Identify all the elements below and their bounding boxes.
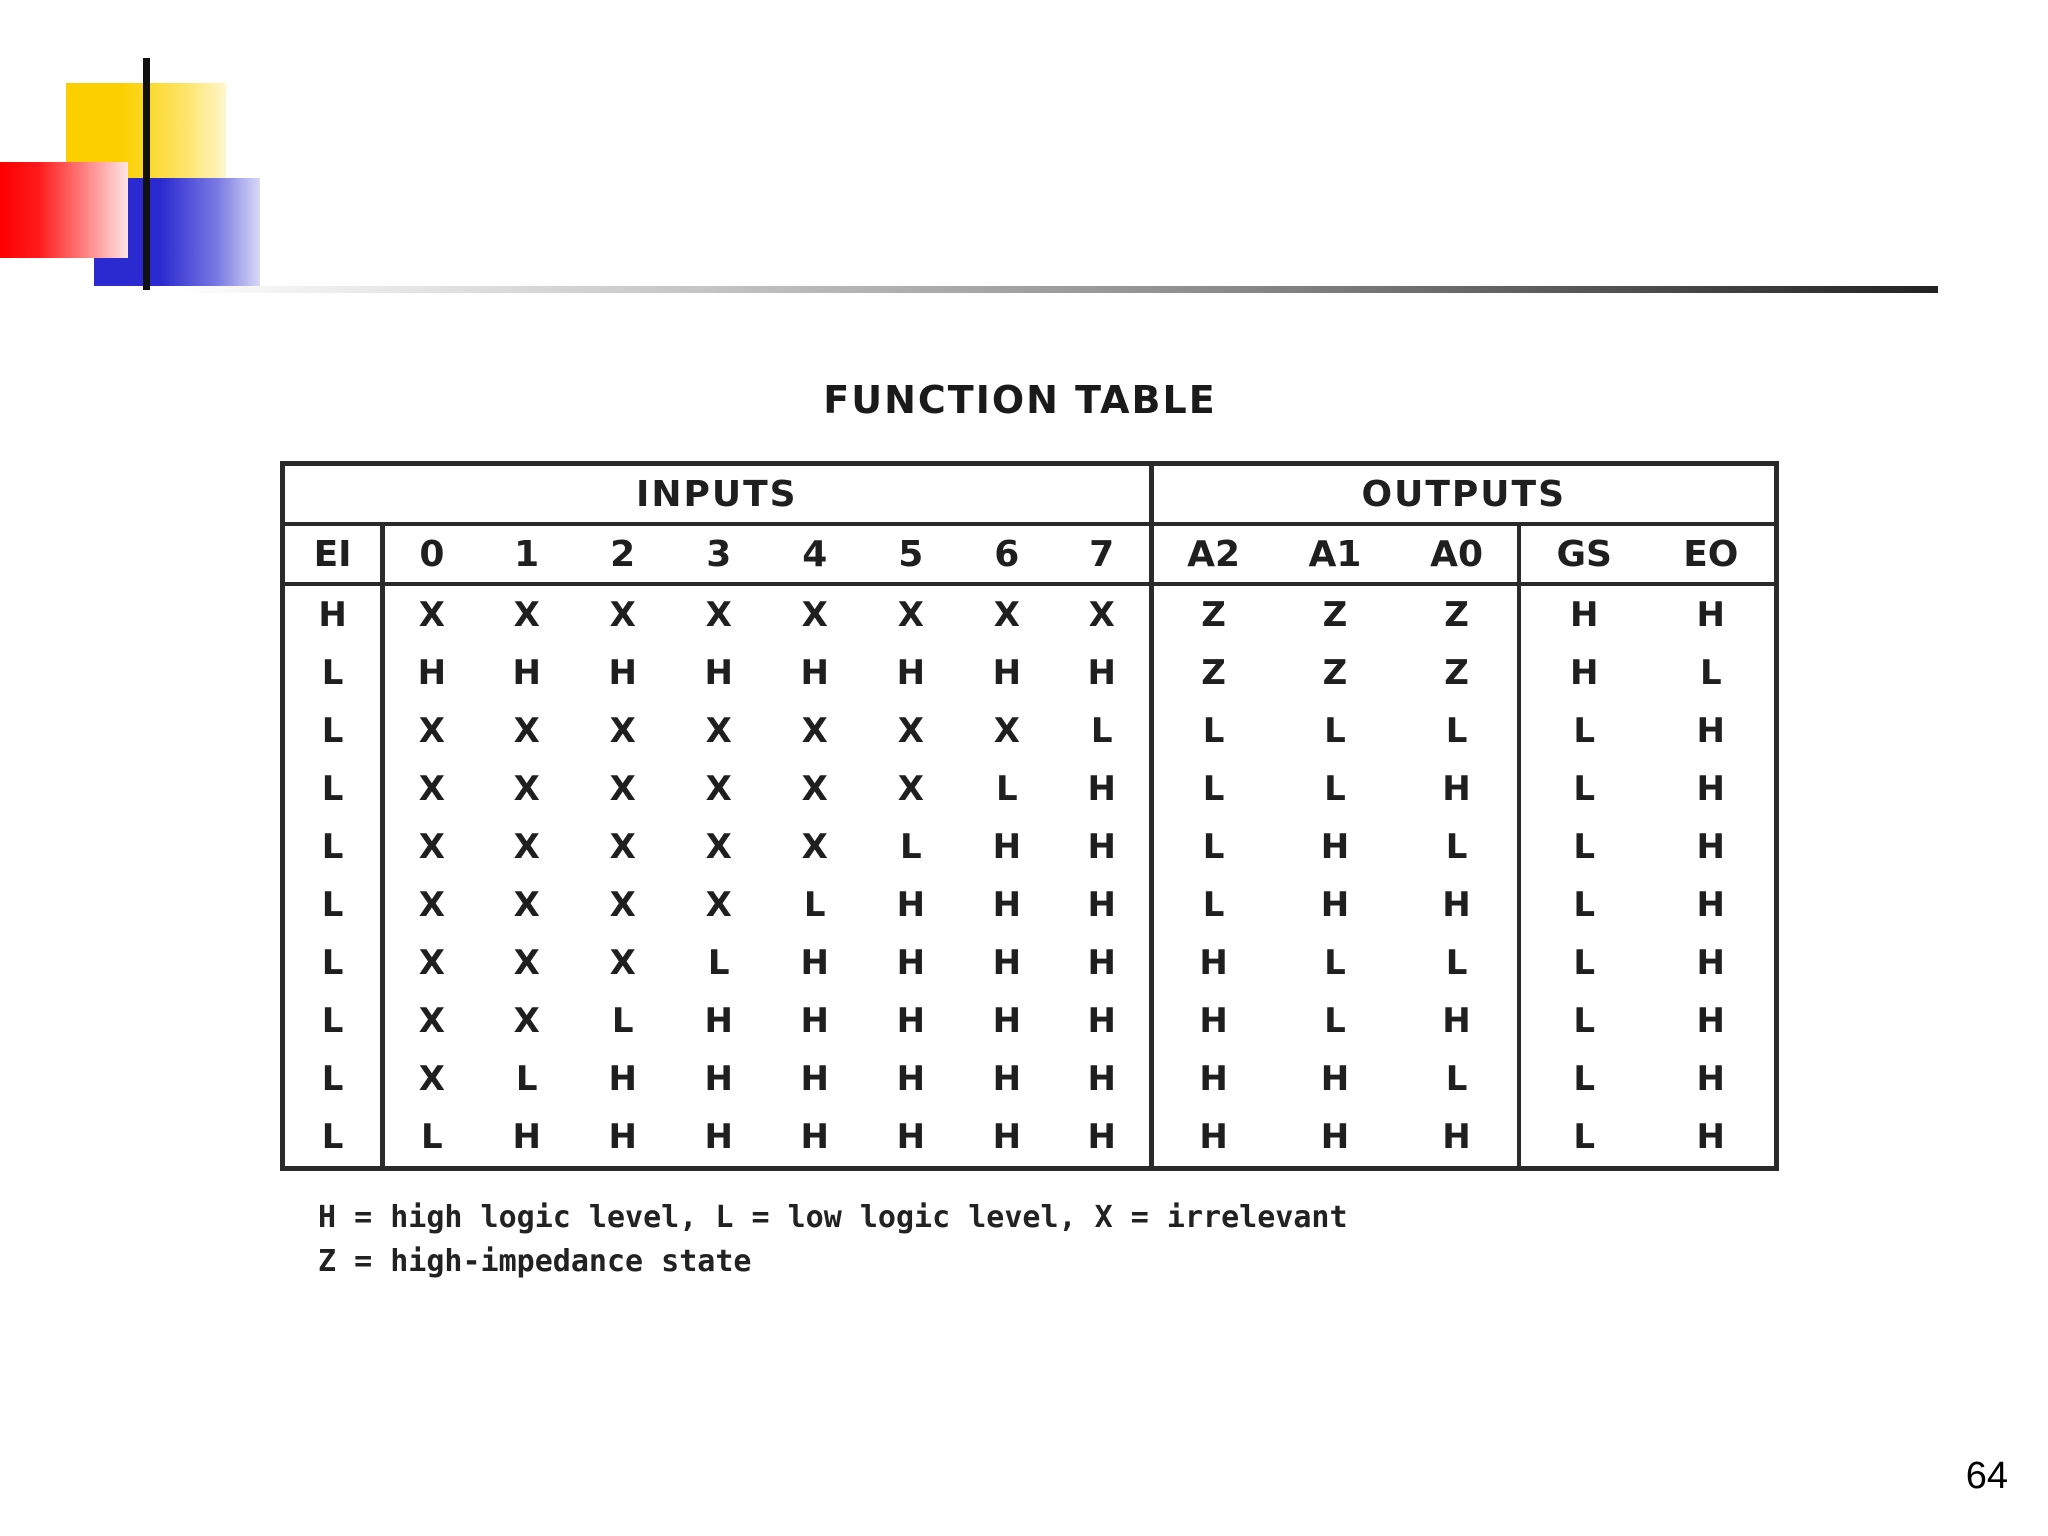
table-cell: Z: [1322, 595, 1348, 635]
column-header: 1: [479, 524, 575, 584]
table-cell: Z: [1444, 595, 1469, 635]
table-cell: X: [609, 769, 636, 809]
table-row: [283, 992, 1777, 1050]
table-cell: X: [383, 876, 479, 934]
table-cell: L: [1519, 1050, 1648, 1108]
table-cell: X: [609, 827, 636, 867]
column-header: 2: [575, 524, 671, 584]
table-cell: X: [993, 595, 1020, 635]
table-cell: H: [318, 595, 347, 635]
table-row: [283, 760, 1777, 818]
table-cell: L: [1699, 653, 1722, 693]
table-cell: X: [513, 711, 540, 751]
table-cell: H: [1087, 1059, 1116, 1099]
table-cell: X: [897, 711, 924, 751]
table-cell: H: [608, 1117, 637, 1157]
table-cell: L: [1151, 760, 1274, 818]
legend-line-2: Z = high-impedance state: [318, 1244, 752, 1279]
table-cell: H: [896, 1001, 926, 1041]
table-cell: X: [897, 769, 924, 809]
table-cell: L: [1519, 818, 1648, 876]
decor-horizontal-rule: [170, 286, 1938, 293]
table-cell: X: [705, 885, 732, 925]
function-table-body: [283, 584, 1777, 1169]
table-cell: H: [1320, 827, 1350, 867]
column-header: 7: [1055, 524, 1151, 584]
column-header: A1: [1274, 524, 1397, 584]
table-cell: H: [1696, 1117, 1726, 1157]
column-header: EI: [283, 524, 383, 584]
table-cell: X: [513, 827, 540, 867]
table-cell: H: [704, 1117, 733, 1157]
table-cell: X: [609, 595, 636, 635]
table-cell: H: [1320, 885, 1350, 925]
column-header: EO: [1648, 524, 1777, 584]
table-cell: Z: [1444, 653, 1469, 693]
table-cell: L: [321, 827, 344, 867]
column-header: 3: [671, 524, 767, 584]
function-table-container: [280, 461, 1779, 1165]
table-row: [283, 818, 1777, 876]
table-cell: H: [896, 653, 926, 693]
table-cell: H: [512, 1117, 541, 1157]
table-cell: X: [383, 760, 479, 818]
table-row: [283, 584, 1777, 644]
table-cell: L: [1445, 827, 1468, 867]
table-cell: H: [1696, 595, 1726, 635]
table-cell: L: [1324, 769, 1346, 809]
table-cell: L: [321, 1001, 344, 1041]
table-cell: L: [1324, 943, 1346, 983]
table-cell: X: [609, 943, 636, 983]
legend: [318, 1196, 1348, 1284]
table-cell: H: [1519, 584, 1648, 644]
table-cell: X: [513, 769, 540, 809]
table-cell: H: [1087, 943, 1116, 983]
table-cell: H: [1151, 934, 1274, 992]
table-cell: H: [1087, 1117, 1116, 1157]
table-cell: X: [383, 584, 479, 644]
table-cell: L: [1519, 876, 1648, 934]
table-cell: L: [1151, 818, 1274, 876]
table-cell: H: [800, 653, 829, 693]
table-cell: H: [800, 1117, 829, 1157]
table-row: [283, 876, 1777, 934]
column-header-row: [283, 524, 1777, 584]
table-cell: L: [1519, 1108, 1648, 1169]
table-cell: H: [1087, 1001, 1116, 1041]
table-cell: X: [1088, 595, 1115, 635]
table-cell: H: [1151, 1108, 1274, 1169]
decor-vertical-line: [143, 58, 150, 290]
table-cell: H: [1442, 1001, 1471, 1041]
table-cell: H: [1519, 644, 1648, 702]
table-cell: H: [1320, 1059, 1350, 1099]
table-cell: H: [704, 1059, 733, 1099]
table-cell: X: [705, 711, 732, 751]
table-cell: L: [515, 1059, 538, 1099]
table-cell: X: [801, 595, 828, 635]
table-cell: L: [1090, 711, 1113, 751]
column-header: A2: [1151, 524, 1274, 584]
column-header: GS: [1519, 524, 1648, 584]
table-cell: L: [1445, 1059, 1468, 1099]
table-cell: L: [707, 943, 730, 983]
table-cell: X: [609, 711, 636, 751]
table-cell: H: [992, 885, 1022, 925]
table-cell: H: [704, 653, 733, 693]
column-header: A0: [1396, 524, 1519, 584]
table-row: [283, 644, 1777, 702]
table-cell: H: [1696, 1059, 1726, 1099]
table-cell: L: [803, 885, 826, 925]
table-cell: L: [1151, 702, 1274, 760]
table-cell: L: [899, 827, 922, 867]
table-cell: X: [609, 885, 636, 925]
table-cell: L: [1324, 1001, 1346, 1041]
table-cell: L: [1445, 711, 1468, 751]
table-cell: H: [992, 1001, 1022, 1041]
table-row: [283, 934, 1777, 992]
table-cell: H: [1320, 1117, 1350, 1157]
table-cell: X: [383, 1050, 479, 1108]
table-cell: L: [611, 1001, 634, 1041]
table-cell: H: [1442, 1117, 1471, 1157]
table-cell: L: [383, 1108, 479, 1169]
table-cell: L: [1445, 943, 1468, 983]
table-cell: H: [896, 1117, 926, 1157]
group-header-row: [283, 464, 1777, 525]
table-cell: H: [608, 1059, 637, 1099]
inputs-group-header: INPUTS: [283, 464, 1152, 525]
table-cell: H: [1087, 653, 1116, 693]
table-cell: L: [321, 943, 344, 983]
table-cell: H: [1151, 992, 1274, 1050]
table-cell: H: [800, 1059, 829, 1099]
table-cell: X: [705, 769, 732, 809]
table-cell: H: [1442, 769, 1471, 809]
table-cell: X: [801, 827, 828, 867]
table-cell: H: [992, 827, 1022, 867]
table-cell: X: [801, 769, 828, 809]
table-cell: H: [608, 653, 637, 693]
table-cell: L: [321, 653, 344, 693]
outputs-group-header: OUTPUTS: [1151, 464, 1776, 525]
table-cell: H: [800, 1001, 829, 1041]
table-row: [283, 702, 1777, 760]
table-cell: X: [513, 885, 540, 925]
table-cell: L: [995, 769, 1018, 809]
table-row: [283, 1050, 1777, 1108]
table-cell: H: [1696, 827, 1726, 867]
table-cell: H: [896, 885, 926, 925]
table-cell: H: [1442, 885, 1471, 925]
table-cell: L: [321, 885, 344, 925]
table-cell: X: [705, 827, 732, 867]
table-cell: X: [383, 818, 479, 876]
table-cell: X: [897, 595, 924, 635]
table-cell: L: [1324, 711, 1346, 751]
table-cell: L: [321, 769, 344, 809]
table-cell: X: [801, 711, 828, 751]
table-cell: L: [1519, 934, 1648, 992]
table-cell: H: [992, 653, 1022, 693]
function-table: [280, 461, 1779, 1171]
table-cell: H: [992, 1059, 1022, 1099]
table-cell: L: [1519, 702, 1648, 760]
page-number: 64: [1965, 1455, 2008, 1497]
table-cell: L: [1519, 760, 1648, 818]
table-cell: H: [1696, 943, 1726, 983]
table-cell: H: [896, 943, 926, 983]
table-cell: L: [321, 711, 344, 751]
decor-red-square: [0, 162, 128, 258]
table-cell: X: [513, 943, 540, 983]
table-cell: Z: [1322, 653, 1348, 693]
column-header: 0: [383, 524, 479, 584]
table-cell: H: [1696, 769, 1726, 809]
table-cell: X: [993, 711, 1020, 751]
table-cell: H: [512, 653, 541, 693]
table-cell: L: [1519, 992, 1648, 1050]
table-cell: L: [1151, 876, 1274, 934]
table-title: FUNCTION TABLE: [823, 378, 1217, 422]
table-cell: Z: [1151, 584, 1274, 644]
legend-line-1: H = high logic level, L = low logic level, X = irrelevant: [318, 1200, 1348, 1235]
table-cell: H: [1087, 885, 1116, 925]
table-cell: X: [705, 595, 732, 635]
table-cell: H: [1087, 769, 1116, 809]
table-cell: H: [1696, 711, 1726, 751]
table-cell: H: [992, 943, 1022, 983]
table-cell: X: [513, 1001, 540, 1041]
table-cell: Z: [1151, 644, 1274, 702]
table-cell: X: [383, 934, 479, 992]
table-cell: H: [1087, 827, 1116, 867]
table-cell: X: [383, 702, 479, 760]
table-cell: L: [321, 1117, 344, 1157]
column-header: 4: [767, 524, 863, 584]
table-cell: H: [896, 1059, 926, 1099]
table-cell: H: [1696, 1001, 1726, 1041]
table-cell: H: [704, 1001, 733, 1041]
table-cell: H: [383, 644, 479, 702]
table-cell: X: [513, 595, 540, 635]
table-cell: H: [1696, 885, 1726, 925]
table-cell: H: [1151, 1050, 1274, 1108]
table-cell: L: [321, 1059, 344, 1099]
table-cell: H: [992, 1117, 1022, 1157]
column-header: 5: [863, 524, 959, 584]
table-row: [283, 1108, 1777, 1169]
table-cell: H: [800, 943, 829, 983]
table-cell: X: [383, 992, 479, 1050]
column-header: 6: [959, 524, 1055, 584]
